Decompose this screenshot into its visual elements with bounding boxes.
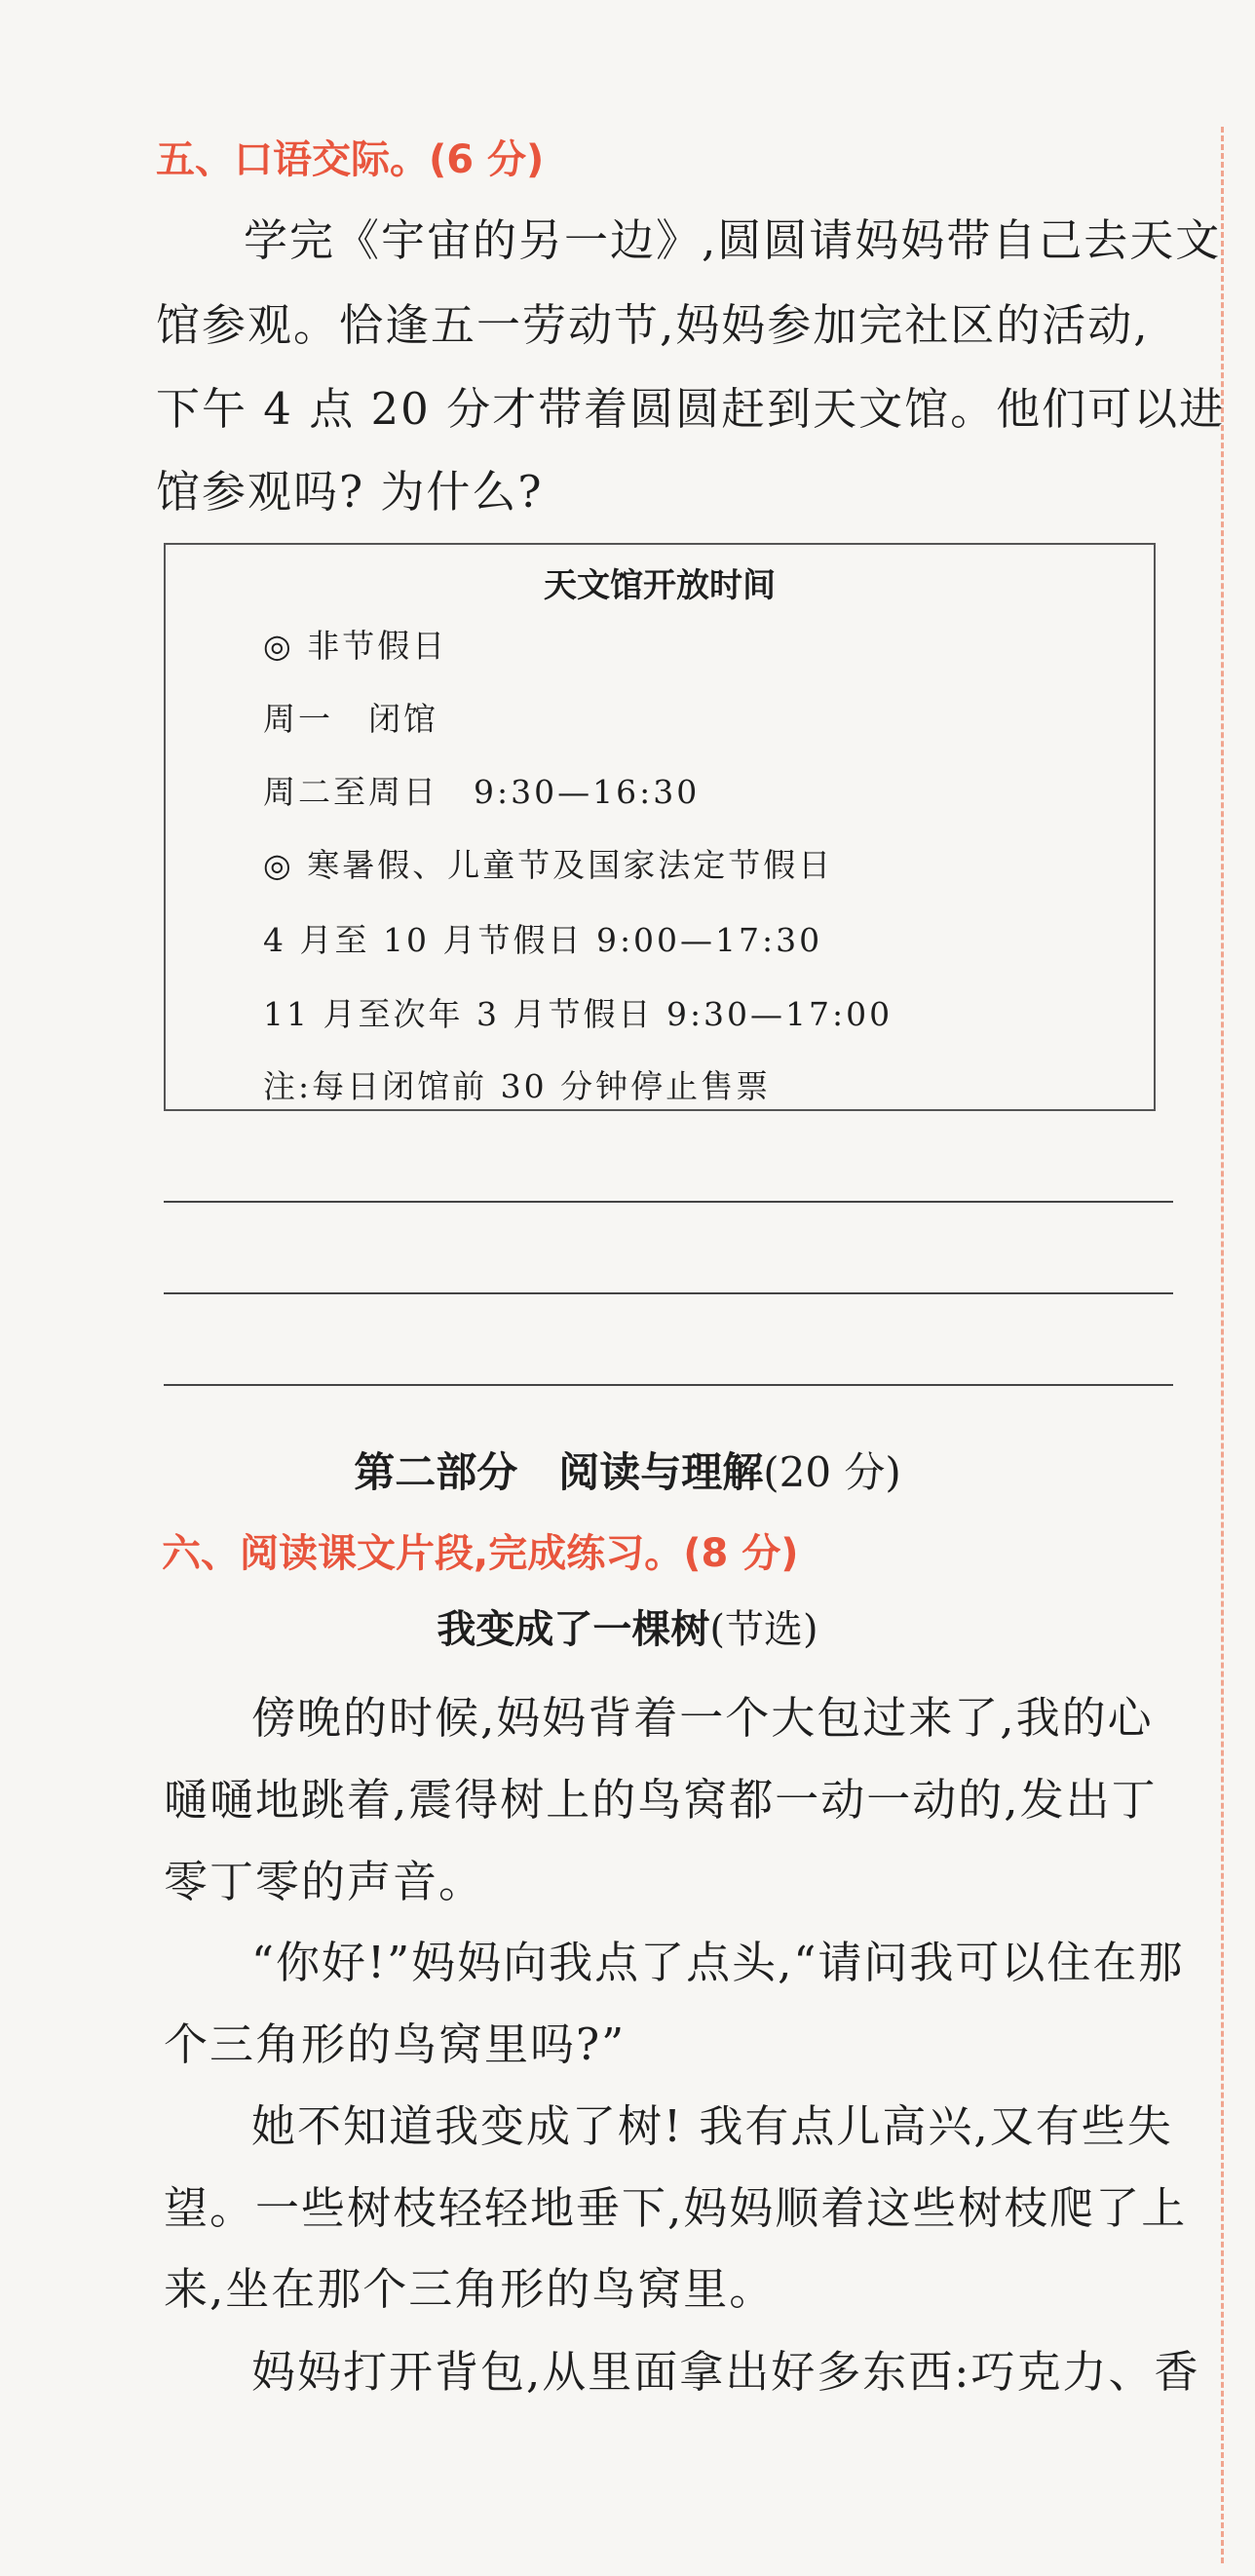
story-line-2: 嗵嗵地跳着,震得树上的鸟窝都一动一动的,发出丁 (164, 1774, 1158, 1826)
story-title-text: 我变成了一棵树 (437, 1607, 710, 1652)
story-line-3: 零丁零的声音。 (164, 1856, 485, 1907)
section-5-heading: 五、口语交际。(6 分) (156, 137, 545, 182)
page-margin-dashed-line (1221, 127, 1224, 2563)
part-2-title-text: 第二部分 阅读与理解 (354, 1448, 764, 1496)
story-line-1: 傍晚的时候,妈妈背着一个大包过来了,我的心 (251, 1692, 1154, 1744)
part-2-score: (20 分) (763, 1448, 901, 1496)
notice-line-6: 11 月至次年 3 月节假日 9:30—17:00 (263, 995, 894, 1033)
notice-line-1: ◎ 非节假日 (263, 627, 448, 665)
section-5-line-3: 下午 4 点 20 分才带着圆圆赶到天文馆。他们可以进 (156, 383, 1226, 435)
notice-title: 天文馆开放时间 (544, 566, 776, 605)
answer-line-1[interactable] (164, 1201, 1173, 1203)
story-line-9: 妈妈打开背包,从里面拿出好多东西:巧克力、香 (251, 2346, 1200, 2398)
story-line-7: 望。一些树枝轻轻地垂下,妈妈顺着这些树枝爬了上 (164, 2182, 1188, 2234)
story-title-note: (节选) (709, 1607, 818, 1652)
story-line-8: 来,坐在那个三角形的鸟窝里。 (164, 2263, 776, 2315)
section-5-line-1: 学完《宇宙的另一边》,圆圆请妈妈带自己去天文 (244, 214, 1222, 266)
notice-line-2: 周一 闭馆 (263, 700, 438, 738)
section-5-line-4: 馆参观吗? 为什么? (156, 466, 544, 518)
notice-line-4: ◎ 寒暑假、儿童节及国家法定节假日 (263, 846, 834, 884)
answer-line-2[interactable] (164, 1292, 1173, 1294)
section-5-line-2: 馆参观。恰逢五一劳动节,妈妈参加完社区的活动, (156, 299, 1150, 351)
notice-line-3: 周二至周日 9:30—16:30 (263, 773, 701, 811)
notice-line-7: 注:每日闭馆前 30 分钟停止售票 (263, 1067, 772, 1105)
section-6-heading: 六、阅读课文片段,完成练习。(8 分) (162, 1531, 799, 1576)
opening-hours-notice (164, 543, 1156, 1111)
story-line-6: 她不知道我变成了树! 我有点儿高兴,又有些失 (251, 2100, 1173, 2152)
answer-line-3[interactable] (164, 1384, 1173, 1386)
story-line-5: 个三角形的鸟窝里吗?” (164, 2019, 627, 2070)
notice-line-5: 4 月至 10 月节假日 9:00—17:30 (263, 921, 823, 959)
story-line-4: “你好!”妈妈向我点了点头,“请问我可以住在那 (251, 1937, 1185, 1988)
part-2-title (0, 1441, 1255, 1499)
story-title (0, 1598, 1255, 1654)
